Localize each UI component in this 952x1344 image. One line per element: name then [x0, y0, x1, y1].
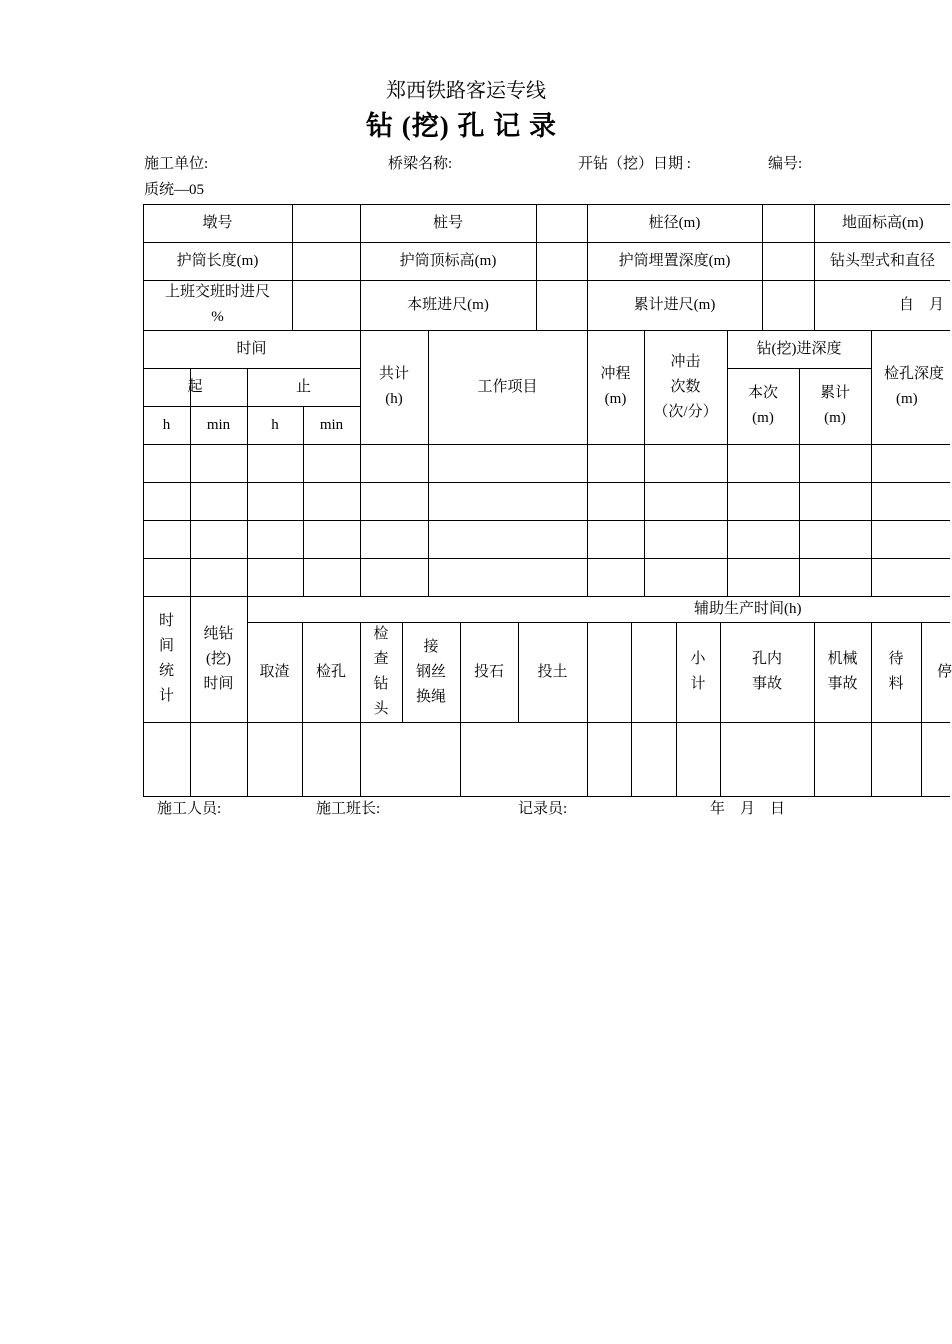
casing-depth-label: 护筒埋置深度(m) — [618, 252, 731, 269]
work-item-header: 工作项目 — [477, 378, 538, 395]
cumulative-depth-text: 累计 — [819, 385, 850, 401]
pile-diameter-label: 桩径(m) — [648, 214, 701, 231]
pier-number-field[interactable] — [292, 204, 360, 242]
slag-removal-header: 取渣 — [259, 663, 290, 680]
statistics-entry-row[interactable] — [143, 722, 950, 796]
cumulative-depth-header — [799, 368, 871, 444]
waiting-material-text: 待 — [888, 651, 904, 667]
hole-depth-text: 检孔深度 — [884, 366, 945, 382]
pile-number-label: 桩号 — [432, 214, 463, 231]
stroke-header — [587, 330, 644, 444]
recorder-label: 记录员: — [518, 801, 568, 817]
pile-diameter-field[interactable] — [762, 204, 814, 242]
stroke-text: 冲程 — [600, 366, 631, 382]
subtotal-text: 小计 — [690, 651, 706, 692]
mechanical-incident-header — [814, 622, 871, 722]
start-time-header: 起 — [187, 378, 203, 395]
form-code: 质统—05 — [144, 182, 205, 198]
rope-change-text-2: 钢丝 — [415, 663, 446, 680]
bit-check-header — [360, 622, 402, 722]
cumulative-progress-field[interactable] — [762, 280, 814, 330]
this-time-text: 本次 — [747, 385, 778, 401]
rope-change-text-3: 换绳 — [415, 688, 446, 705]
end-hour-header: h — [271, 416, 279, 433]
cumulative-depth-unit: (m) — [824, 410, 846, 426]
page-title: 钻 (挖) 孔 记 录 — [366, 111, 557, 141]
time-statistics-header — [143, 596, 190, 722]
serial-number-label: 编号: — [768, 156, 803, 172]
this-shift-progress-field[interactable] — [536, 280, 587, 330]
date-label: 年 月 日 — [710, 801, 786, 817]
hole-incident-text-2: 事故 — [751, 676, 782, 692]
table-row[interactable] — [143, 520, 950, 558]
rope-change-text: 接 — [423, 638, 439, 655]
impact-count-unit: （次/分） — [653, 403, 718, 420]
pier-number-label: 墩号 — [202, 214, 233, 231]
hole-incident-text: 孔内 — [751, 651, 782, 667]
drilling-depth-header: 钻(挖)进深度 — [756, 340, 842, 357]
waiting-material-text-2: 料 — [888, 676, 904, 692]
total-hours-unit: (h) — [385, 391, 403, 407]
soil-throwing-header: 投土 — [537, 663, 568, 680]
impact-count-text-2: 次数 — [670, 378, 701, 395]
total-hours-header — [360, 330, 428, 444]
cumulative-progress-label: 累计进尺(m) — [633, 296, 716, 313]
hole-incident-header — [720, 622, 814, 722]
blank-column-header — [631, 622, 676, 722]
end-minute-header: min — [319, 416, 344, 433]
hole-depth-unit: (m) — [896, 391, 918, 407]
stroke-unit: (m) — [604, 391, 627, 407]
end-time-header: 止 — [295, 378, 311, 395]
time-statistics-text: 时间统计 — [158, 613, 174, 704]
start-hour-header: h — [162, 416, 171, 433]
table-row[interactable] — [143, 444, 950, 482]
construction-unit-label: 施工单位: — [144, 156, 209, 172]
this-shift-progress-label: 本班进尺(m) — [407, 296, 489, 313]
foreman-label: 施工班长: — [316, 801, 381, 817]
bit-check-text: 检查钻头 — [373, 626, 389, 717]
this-time-unit: (m) — [752, 410, 774, 426]
pure-drilling-time-text: 纯钻(挖)时间 — [203, 625, 234, 692]
casing-top-elevation-label: 护筒顶标高(m) — [399, 252, 497, 269]
rope-change-header — [402, 622, 460, 722]
this-time-depth-header — [727, 368, 799, 444]
previous-shift-percent: % — [211, 309, 224, 325]
impact-count-header — [644, 330, 727, 444]
casing-length-label: 护筒长度(m) — [176, 252, 259, 269]
casing-top-elevation-field[interactable] — [536, 242, 587, 280]
impact-count-text: 冲击 — [670, 353, 701, 370]
bit-type-label: 钻头型式和直径 — [830, 252, 936, 269]
blank-column-header — [587, 622, 631, 722]
pile-number-field[interactable] — [536, 204, 587, 242]
table-row[interactable] — [143, 558, 950, 596]
ground-elevation-label: 地面标高(m) — [842, 214, 924, 231]
worker-label: 施工人员: — [157, 801, 222, 817]
subtotal-header — [676, 622, 720, 722]
mechanical-incident-text-2: 事故 — [827, 676, 858, 692]
previous-shift-progress-text: 上班交班时进尺 — [164, 284, 270, 300]
start-minute-header: min — [206, 416, 231, 433]
hole-check-header: 检孔 — [315, 663, 346, 680]
stoppage-header: 停 — [937, 663, 952, 680]
total-hours-text: 共计 — [378, 366, 409, 382]
organization-name: 郑西铁路客运专线 — [386, 80, 546, 102]
mechanical-incident-text: 机械 — [827, 651, 858, 667]
hole-depth-header — [871, 330, 950, 444]
from-month-label: 自 月 — [898, 296, 944, 313]
previous-shift-progress-field[interactable] — [292, 280, 360, 330]
auxiliary-time-header: 辅助生产时间(h) — [694, 600, 802, 617]
waiting-material-header — [871, 622, 921, 722]
previous-shift-progress-label — [143, 280, 292, 330]
pure-drilling-time-header — [190, 596, 247, 722]
casing-depth-field[interactable] — [762, 242, 814, 280]
table-row[interactable] — [143, 482, 950, 520]
start-date-label: 开钻（挖）日期 : — [578, 156, 691, 172]
time-header: 时间 — [236, 340, 267, 357]
stone-throwing-header: 投石 — [473, 663, 504, 680]
bridge-name-label: 桥梁名称: — [388, 156, 453, 172]
casing-length-field[interactable] — [292, 242, 360, 280]
